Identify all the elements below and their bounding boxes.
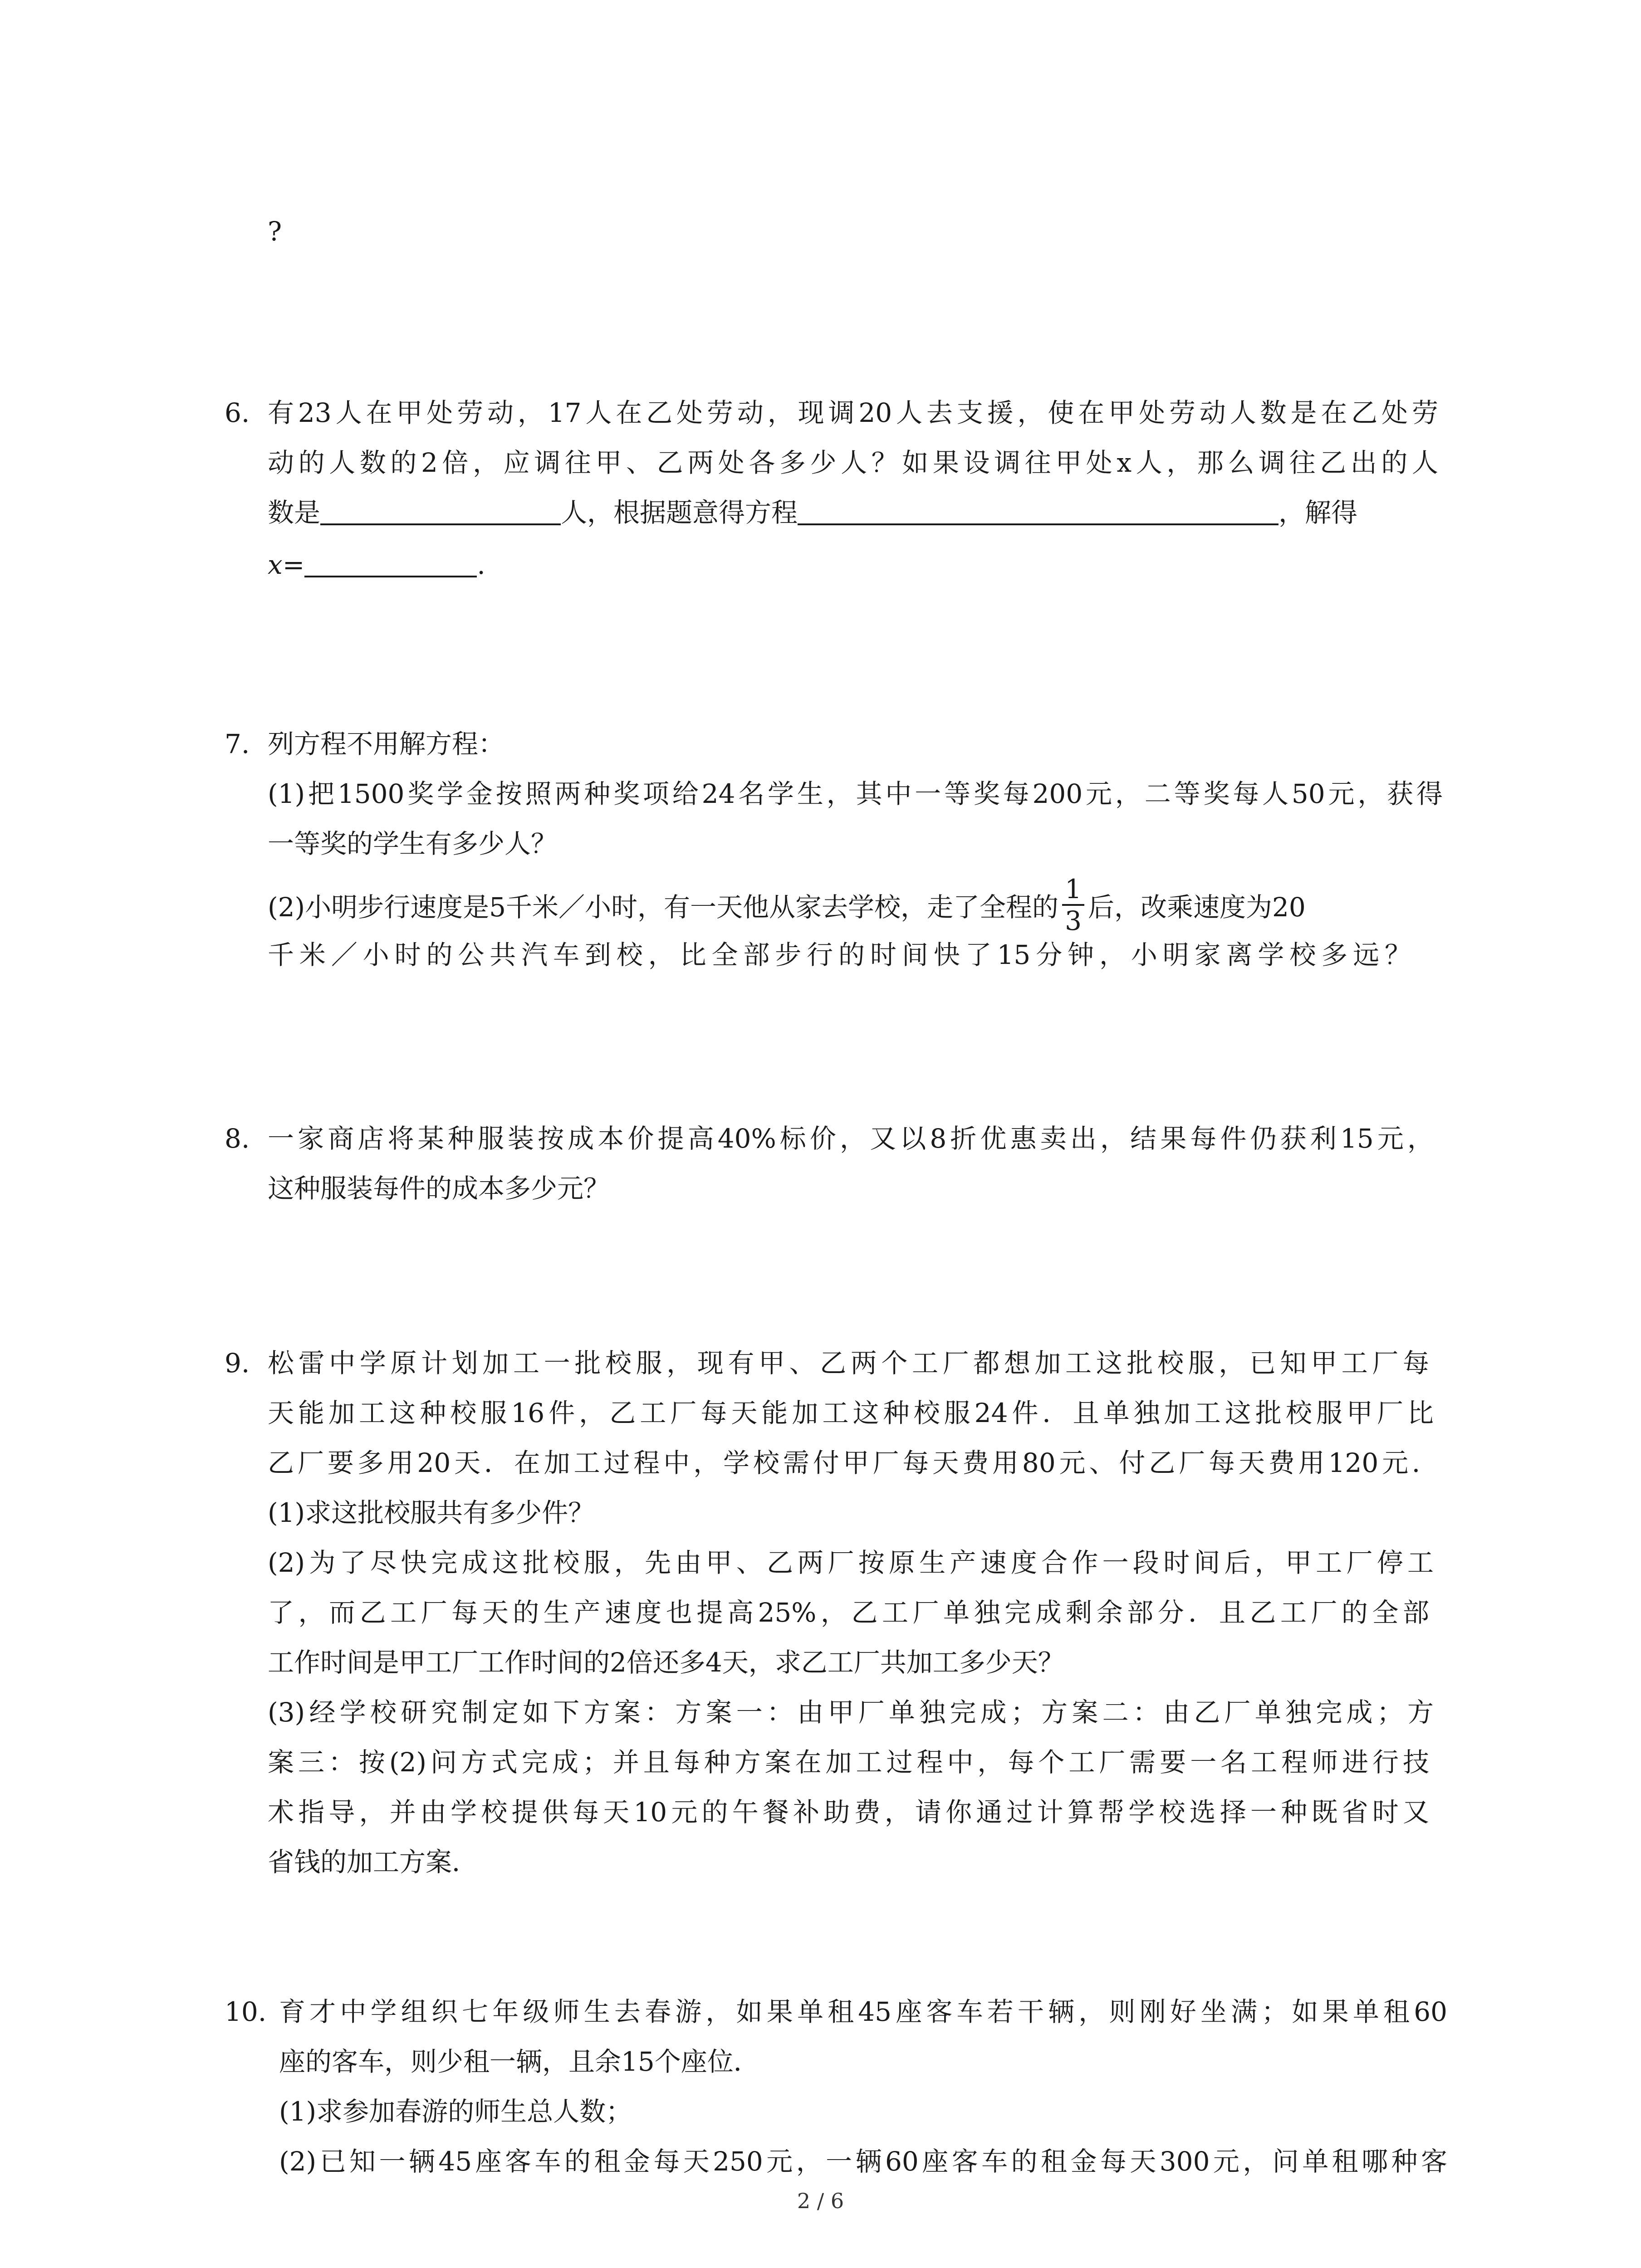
fraction-denominator: 3 [1065,905,1082,936]
q10-line-2: 座的客车，则少租一辆，且余15个座位． [279,2046,760,2077]
q6-equals: = [282,549,305,580]
q6-line-3-b: 人，根据题意得方程 [561,497,798,528]
q7-part2-line-1 [268,873,1306,941]
q6-line-1: 有23人在甲处劳动，17人在乙处劳动，现调20人去支援，使在甲处劳动人数是在乙处劳 [268,397,1438,428]
q9-line-7: 工作时间是甲工厂工作时间的2倍还多4天，求乙工厂共加工多少天？ [268,1647,1064,1678]
q8-number: 8. [225,1123,250,1154]
q8-line-1: 一家商店将某种服装按成本价提高40%标价，又以8折优惠卖出，结果每件仍获利15元， [268,1123,1434,1154]
q9-line-9: 案三：按(2)问方式完成；并且每种方案在加工过程中，每个工厂需要一名工程师进行技 [268,1747,1429,1778]
q9-line-8: (3)经学校研究制定如下方案：方案一：由甲厂单独完成；方案二：由乙厂单独完成；方 [268,1697,1434,1728]
q6-line-2: 动的人数的2倍，应调往甲、乙两处各多少人？如果设调往甲处x人，那么调往乙出的人 [268,447,1438,478]
q10-number: 10. [225,1996,267,2027]
q7-part2-line-1-b: 后，改乘速度为20 [1087,892,1306,923]
q9-line-10: 术指导，并由学校提供每天10元的午餐补助费，请你通过计算帮学校选择一种既省时又 [268,1797,1429,1828]
q7-part1-line-1: (1)把1500奖学金按照两种奖项给24名学生，其中一等奖每200元，二等奖每人50元，获得 [268,778,1443,809]
q5-tail: ? [268,216,282,247]
answer-blank-1[interactable] [320,492,561,525]
q9-line-4: (1)求这批校服共有多少件？ [268,1497,595,1528]
q6-number: 6. [225,397,250,428]
q7-intro: 列方程不用解方程： [268,728,505,759]
q9-line-5: (2)为了尽快完成这批校服，先由甲、乙两厂按原生产速度合作一段时间后，甲工厂停工 [268,1547,1434,1578]
q6-line-3 [268,490,1438,535]
fraction-one-third [1062,874,1084,936]
fraction-numerator: 1 [1062,874,1084,906]
q6-line-4 [268,542,485,587]
q10-line-1: 育才中学组织七年级师生去春游，如果单租45座客车若干辆，则刚好坐满；如果单租60 [279,1996,1447,2027]
q9-line-6: 了，而乙工厂每天的生产速度也提高25%，乙工厂单独完成剩余部分．且乙工厂的全部 [268,1597,1429,1628]
page-indicator: 2 / 6 [797,2189,844,2213]
q10-line-4: (2)已知一辆45座客车的租金每天250元，一辆60座客车的租金每天300元，问单租哪种客 [279,2146,1447,2177]
q9-line-3: 乙厂要多用20天．在加工过程中，学校需付甲厂每天费用80元、付乙厂每天费用120元． [268,1447,1438,1478]
q6-variable: x [268,549,283,580]
q7-part2-line-2: 千米／小时的公共汽车到校，比全部步行的时间快了15分钟，小明家离学校多远？ [268,939,1411,970]
q9-number: 9. [225,1348,250,1378]
q6-line-3-a: 数是 [268,497,321,528]
answer-blank-3[interactable] [304,544,477,577]
answer-blank-2[interactable] [798,492,1279,525]
q8-line-2: 这种服装每件的成本多少元？ [268,1173,610,1204]
q7-part2-line-1-a: (2)小明步行速度是5千米／小时，有一天他从家去学校，走了全程的 [268,892,1059,923]
q9-line-11: 省钱的加工方案． [268,1847,479,1877]
q10-line-3: (1)求参加春游的师生总人数； [279,2096,632,2127]
q9-line-2: 天能加工这种校服16件，乙工厂每天能加工这种校服24件．且单独加工这批校服甲厂比 [268,1398,1434,1428]
q6-line-3-c: ，解得 [1279,497,1358,528]
q7-number: 7. [225,728,250,759]
q9-line-1: 松雷中学原计划加工一批校服，现有甲、乙两个工厂都想加工这批校服，已知甲工厂每 [268,1348,1429,1378]
q7-part1-line-2: 一等奖的学生有多少人？ [268,828,558,859]
q6-period: . [477,549,485,580]
